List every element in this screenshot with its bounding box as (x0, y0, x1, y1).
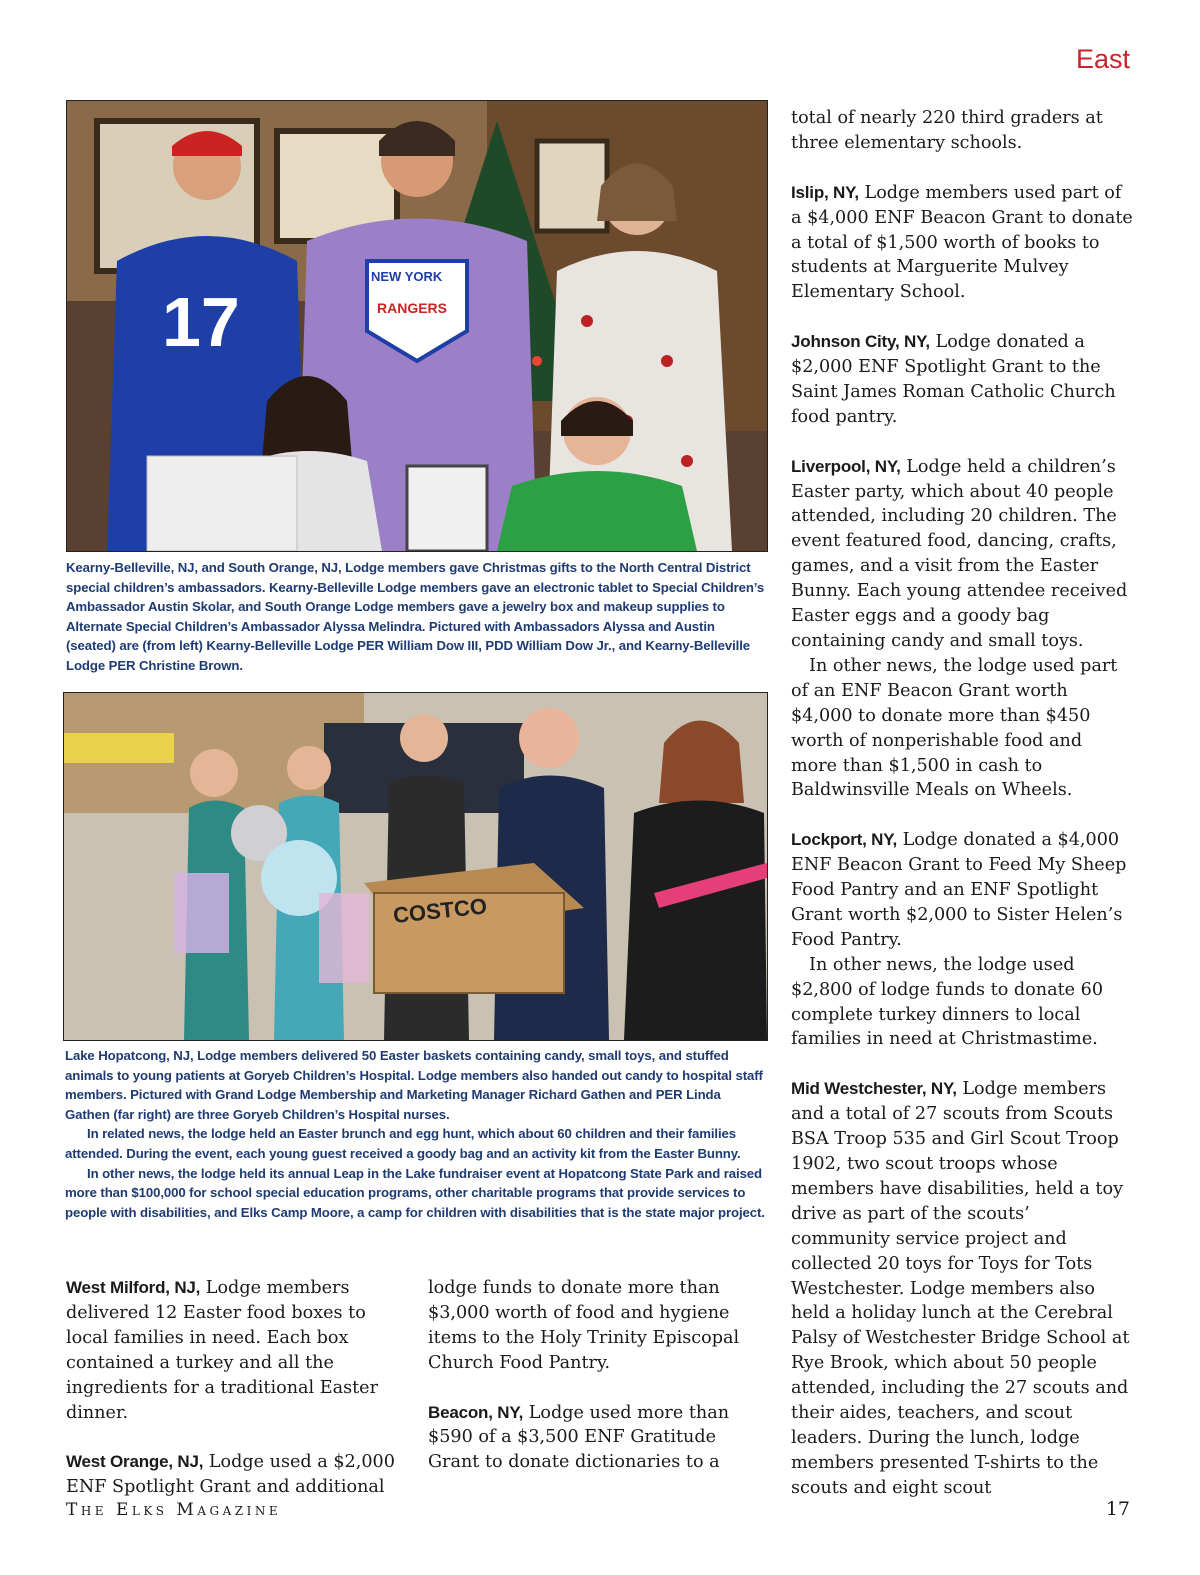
entry-lockport-news: In other news, the lodge used $2,800 of lodge funds to donate 60 complete turkey dinners to local families in need at Christmastime. (791, 954, 1104, 1050)
jersey-ny: NEW YORK (371, 269, 443, 284)
entry-text: Lodge members used part of a $4,000 ENF Beacon Grant to donate a total of $1,500 worth of books to students at Marguerite Mulvey Elementary School. (791, 182, 1133, 303)
entry-place: West Orange, NJ, (66, 1452, 204, 1472)
entry-text: Lodge used a $2,000 ENF Spotlight Grant and additional (66, 1452, 395, 1498)
entry-place: Lockport, NY, (791, 830, 898, 850)
entry-place: Beacon, NY, (428, 1402, 524, 1422)
photo-hopatcong-image (64, 693, 767, 1040)
column-3-continuation: total of nearly 220 third graders at three elementary schools. (791, 108, 1103, 153)
caption-kearny (66, 558, 766, 676)
entry-mid-westchester (791, 1077, 1133, 1500)
entry-west-orange (66, 1450, 406, 1500)
footer-magazine-text: The Elks Magazine (66, 1500, 282, 1520)
caption-text: Lodge members gave Christmas gifts to the North Central District special children’s ambassadors. Kearny-Belleville Lodge members gave an electronic tablet to Special Children’s Ambassador Austin Skolar, and South Orange Lodge members gave a jewelry box and makeup supplies to Alternate Special Children’s Ambassador Alyssa Melindra. Pictured with Ambassadors Alyssa and Austin (seated) are (from left) Kearny-Belleville Lodge PER William Dow III, PDD William Dow Jr., and Kearny-Belleville Lodge PER Christine Brown. (66, 560, 765, 673)
photo-lake-hopatcong (63, 692, 768, 1041)
caption-place: Kearny-Belleville, NJ, (66, 560, 198, 575)
jersey-rangers: RANGERS (377, 300, 448, 316)
entry-liverpool (791, 455, 1133, 654)
caption-place: South Orange, NJ, (228, 560, 342, 575)
entry-place: Johnson City, NY, (791, 332, 930, 352)
entry-text: Lodge donated a $4,000 ENF Beacon Grant to Feed My Sheep Food Pantry and an ENF Spotlight Grant worth $2,000 to Sister Helen’s Food Pantry. (791, 830, 1127, 950)
caption-and: and (197, 560, 229, 575)
entry-johnson-city (791, 330, 1133, 430)
section-label: East (1075, 44, 1130, 74)
caption-text: Lodge members delivered 50 Easter baskets containing candy, small toys, and stuffed animals to young patients at Goryeb Children’s Hospital. Lodge members also handed out candy to hospital staff members. Pictured with Grand Lodge Membership and Marketing Manager Richard Gathen and PER Linda Gathen (far right) are three Goryeb Children’s Hospital nurses. (65, 1048, 763, 1122)
column-1 (66, 1276, 406, 1500)
entry-liverpool-news: In other news, the lodge used part of an ENF Beacon Grant worth $4,000 to donate more than $450 worth of nonperishable food and more than $1,500 in cash to Baldwinsville Meals on Wheels. (791, 655, 1118, 801)
caption-para3: In other news, the lodge held its annual Leap in the Lake fundraiser event at Hopatcong State Park and raised more than $100,000 for school special education programs, other charitable programs that provide services to people with disabilities, and Elks Camp Moore, a camp for children with disabilities that is the state major project. (65, 1165, 765, 1220)
entry-text: Lodge members and a total of 27 scouts from Scouts BSA Troop 535 and Girl Scout Troop 1902, two scout troops whose members have disabilities, held a toy drive as part of the scouts’ community service project and collected 20 toys for Toys for Tots Westchester. Lodge members also held a holiday lunch at the Cerebral Palsy of Westchester Bridge School at Rye Brook, which about 50 people attended, including the 27 scouts and their aides, teachers, and scout leaders. During the lunch, lodge members presented T-shirts to the scouts and eight scout (791, 1079, 1130, 1498)
entry-text: Lodge held a children’s Easter party, which about 40 people attended, including 20 children. The event featured food, dancing, crafts, games, and a visit from the Easter Bunny. Each young attendee received Easter eggs and a goody bag containing candy and small toys. (791, 456, 1128, 651)
entry-text: Lodge used more than $590 of a $3,500 ENF Gratitude Grant to donate dictionaries to a (428, 1402, 730, 1473)
entry-place: Mid Westchester, NY, (791, 1079, 957, 1099)
entry-west-milford (66, 1276, 406, 1425)
box-label: COSTCO (391, 893, 489, 928)
caption-para2: In related news, the lodge held an Easter brunch and egg hunt, which about 60 children and their families attended. During the event, each young guest received a goody bag and an activity kit from the Easter Bunny. (65, 1126, 741, 1161)
caption-place: Lake Hopatcong, NJ, (65, 1048, 194, 1063)
entry-place: Liverpool, NY, (791, 456, 901, 476)
page-number: 17 (1105, 1498, 1130, 1520)
entry-beacon (428, 1401, 748, 1476)
column-3 (791, 106, 1133, 1501)
jersey-number: 17 (162, 283, 240, 361)
entry-text: Lodge donated a $2,000 ENF Spotlight Grant to the Saint James Roman Catholic Church food pantry. (791, 332, 1116, 427)
photo-kearny-belleville (66, 100, 768, 552)
caption-hopatcong (65, 1046, 767, 1222)
entry-place: Islip, NY, (791, 182, 859, 202)
column-2 (428, 1276, 748, 1475)
column-2-continuation: lodge funds to donate more than $3,000 worth of food and hygiene items to the Holy Trinity Episcopal Church Food Pantry. (428, 1278, 740, 1373)
entry-lockport (791, 828, 1133, 953)
entry-place: West Milford, NJ, (66, 1278, 201, 1297)
footer-magazine-title (66, 1500, 281, 1520)
entry-text: Lodge members delivered 12 Easter food boxes to local families in need. Each box contained a turkey and all the ingredients for a traditional Easter dinner. (66, 1278, 378, 1423)
entry-islip (791, 181, 1133, 306)
photo-kearny-image (67, 101, 767, 551)
